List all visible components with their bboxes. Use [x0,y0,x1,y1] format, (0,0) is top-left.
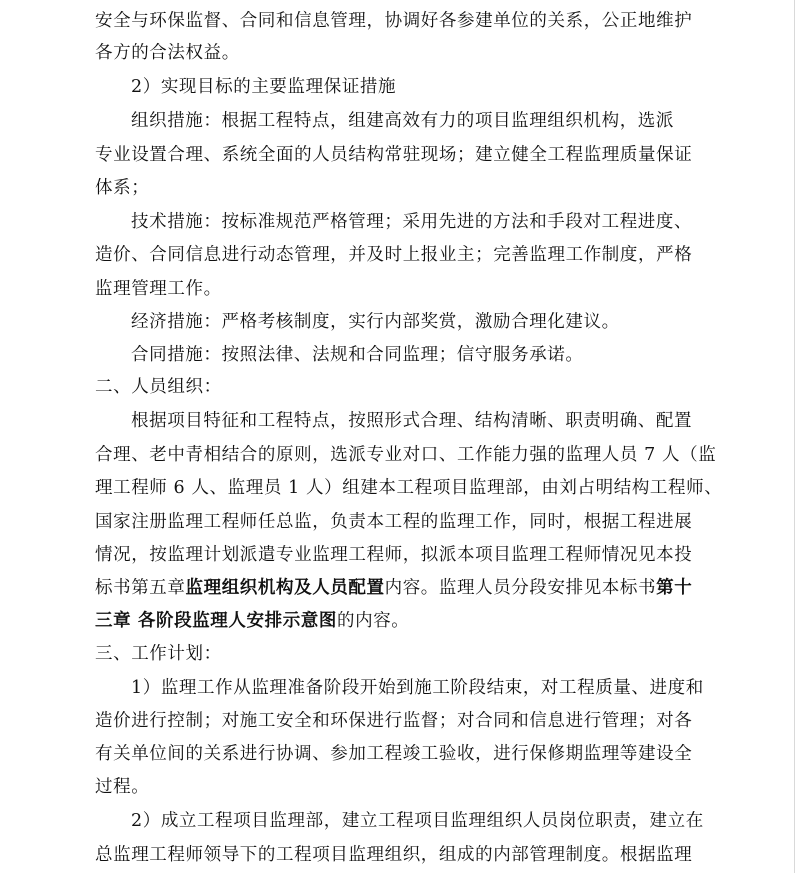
text-line-with-bold [95,573,692,603]
text-line: 技术措施：按标准规范严格管理；采用先进的方法和手段对工程进度、 [131,212,693,232]
text-run: 的内容。 [337,611,410,631]
text-line: 有关单位间的关系进行协调、参加工程竣工验收，进行保修期监理等建设全 [95,744,693,764]
text-line: 理工程师 6 人、监理员 1 人）组建本工程项目监理部，由刘占明结构工程师、 [95,478,723,498]
text-line: 专业设置合理、系统全面的人员结构常驻现场；建立健全工程监理质量保证 [95,145,693,165]
text-line: 合同措施：按照法律、法规和合同监理；信守服务承诺。 [131,345,584,365]
text-run: 标书第五章 [95,578,186,598]
text-line: 组织措施：根据工程特点，组建高效有力的项目监理组织机构，选派 [131,111,674,131]
text-line: 合理、老中青相结合的原则，选派专业对口、工作能力强的监理人员 7 人（监 [95,445,717,465]
text-line: 总监理工程师领导下的工程项目监理组织，组成的内部管理制度。根据监理 [95,845,693,865]
text-line: 造价进行控制；对施工安全和环保进行监督；对合同和信息进行管理；对各 [95,711,693,731]
bold-text-run: 监理组织机构及人员配置 [185,578,385,598]
section-heading: 三、工作计划： [95,644,222,664]
text-line-with-bold [95,606,409,636]
text-line: 国家注册监理工程师任总监，负责本工程的监理工作，同时，根据工程进展 [95,512,693,532]
text-line: 安全与环保监督、合同和信息管理，协调好各参建单位的关系，公正地维护 [95,11,693,31]
section-heading: 二、人员组织： [95,377,222,397]
text-line: 过程。 [95,777,150,797]
text-line: 监理管理工作。 [95,279,222,299]
text-line: 经济措施：严格考核制度，实行内部奖赏，激励合理化建议。 [131,312,620,332]
text-line: 各方的合法权益。 [95,43,240,63]
bold-text-run: 三章 各阶段监理人安排示意图 [95,611,337,631]
text-line: 体系； [95,178,150,198]
text-run: 内容。监理人员分段安排见本标书 [384,578,657,598]
text-line: 造价、合同信息进行动态管理，并及时上报业主；完善监理工作制度，严格 [95,245,693,265]
text-line: 根据项目特征和工程特点，按照形式合理、结构清晰、职责明确、配置 [131,411,693,431]
section-subheading: 2）实现目标的主要监理保证措施 [131,77,397,97]
text-line: 情况，按监理计划派遣专业监理工程师，拟派本项目监理工程师情况见本投 [95,545,693,565]
text-line: 2）成立工程项目监理部，建立工程项目监理组织人员岗位职责，建立在 [131,811,704,831]
bold-text-run: 第十 [656,578,693,598]
text-line: 1）监理工作从监理准备阶段开始到施工阶段结束，对工程质量、进度和 [131,678,704,698]
